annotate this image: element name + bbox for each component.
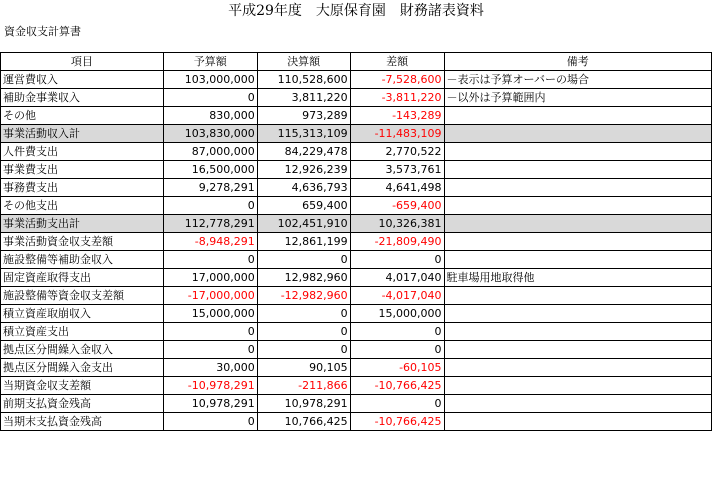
difference-cell: -60,105: [350, 359, 444, 377]
row-label: 人件費支出: [1, 143, 164, 161]
table-row: [1, 341, 712, 359]
budget-cell: 16,500,000: [163, 161, 257, 179]
row-label: 当期末支払資金残高: [1, 413, 164, 431]
row-label: 当期資金収支差額: [1, 377, 164, 395]
remarks-cell: [444, 287, 711, 305]
actual-cell: 3,811,220: [257, 89, 350, 107]
remarks-cell: －表示は予算オーバーの場合: [444, 71, 711, 89]
table-row: [1, 305, 712, 323]
actual-cell: -211,866: [257, 377, 350, 395]
table-row: [1, 71, 712, 89]
difference-cell: 0: [350, 341, 444, 359]
budget-cell: 0: [163, 89, 257, 107]
actual-cell: 12,982,960: [257, 269, 350, 287]
difference-cell: 0: [350, 251, 444, 269]
row-label: 施設整備等補助金収入: [1, 251, 164, 269]
budget-cell: 87,000,000: [163, 143, 257, 161]
difference-cell: -10,766,425: [350, 413, 444, 431]
budget-cell: -17,000,000: [163, 287, 257, 305]
budget-cell: 15,000,000: [163, 305, 257, 323]
remarks-cell: 駐車場用地取得他: [444, 269, 711, 287]
row-label: 積立資産取崩収入: [1, 305, 164, 323]
remarks-cell: [444, 161, 711, 179]
actual-cell: 12,926,239: [257, 161, 350, 179]
table-row: [1, 125, 712, 143]
table-row: [1, 215, 712, 233]
difference-cell: -4,017,040: [350, 287, 444, 305]
actual-cell: 10,766,425: [257, 413, 350, 431]
remarks-cell: [444, 125, 711, 143]
section-title: 資金収支計算書: [4, 25, 81, 38]
difference-cell: 0: [350, 395, 444, 413]
remarks-cell: [444, 233, 711, 251]
row-label: 積立資産支出: [1, 323, 164, 341]
row-label: その他: [1, 107, 164, 125]
table-row: [1, 251, 712, 269]
actual-cell: 102,451,910: [257, 215, 350, 233]
row-label: 事業活動資金収支差額: [1, 233, 164, 251]
actual-cell: 973,289: [257, 107, 350, 125]
remarks-cell: [444, 341, 711, 359]
table-row: [1, 89, 712, 107]
row-label: 事業活動収入計: [1, 125, 164, 143]
budget-cell: 103,830,000: [163, 125, 257, 143]
remarks-cell: [444, 251, 711, 269]
remarks-cell: [444, 305, 711, 323]
actual-cell: 0: [257, 323, 350, 341]
remarks-cell: [444, 215, 711, 233]
difference-cell: 2,770,522: [350, 143, 444, 161]
difference-cell: 3,573,761: [350, 161, 444, 179]
actual-cell: 115,313,109: [257, 125, 350, 143]
header-budget: 予算額: [163, 53, 257, 71]
difference-cell: -7,528,600: [350, 71, 444, 89]
header-actual: 決算額: [257, 53, 350, 71]
difference-cell: -3,811,220: [350, 89, 444, 107]
report-title: 平成29年度 大原保育園 財務諸表資料: [228, 3, 484, 19]
table-row: [1, 395, 712, 413]
actual-cell: 4,636,793: [257, 179, 350, 197]
difference-cell: -11,483,109: [350, 125, 444, 143]
row-label: 補助金事業収入: [1, 89, 164, 107]
table-row: [1, 179, 712, 197]
header-row: [1, 53, 712, 71]
difference-cell: -143,289: [350, 107, 444, 125]
budget-cell: 9,278,291: [163, 179, 257, 197]
row-label: 拠点区分間繰入金支出: [1, 359, 164, 377]
budget-cell: 830,000: [163, 107, 257, 125]
remarks-cell: [444, 107, 711, 125]
actual-cell: 0: [257, 341, 350, 359]
difference-cell: 0: [350, 323, 444, 341]
actual-cell: 90,105: [257, 359, 350, 377]
budget-cell: 0: [163, 413, 257, 431]
table-row: [1, 323, 712, 341]
budget-cell: 112,778,291: [163, 215, 257, 233]
budget-cell: 17,000,000: [163, 269, 257, 287]
actual-cell: 84,229,478: [257, 143, 350, 161]
remarks-cell: [444, 377, 711, 395]
actual-cell: 110,528,600: [257, 71, 350, 89]
table-row: [1, 269, 712, 287]
remarks-cell: [444, 143, 711, 161]
row-label: 拠点区分間繰入金収入: [1, 341, 164, 359]
table-row: [1, 359, 712, 377]
row-label: 前期支払資金残高: [1, 395, 164, 413]
table-row: [1, 107, 712, 125]
remarks-cell: [444, 323, 711, 341]
actual-cell: 0: [257, 305, 350, 323]
difference-cell: 4,641,498: [350, 179, 444, 197]
header-difference: 差額: [350, 53, 444, 71]
actual-cell: 12,861,199: [257, 233, 350, 251]
budget-cell: 0: [163, 323, 257, 341]
table-row: [1, 161, 712, 179]
row-label: 運営費収入: [1, 71, 164, 89]
row-label: その他支出: [1, 197, 164, 215]
row-label: 事務費支出: [1, 179, 164, 197]
budget-cell: 103,000,000: [163, 71, 257, 89]
table-row: [1, 413, 712, 431]
budget-cell: -10,978,291: [163, 377, 257, 395]
difference-cell: 4,017,040: [350, 269, 444, 287]
budget-cell: 0: [163, 251, 257, 269]
row-label: 事業費支出: [1, 161, 164, 179]
budget-cell: -8,948,291: [163, 233, 257, 251]
budget-cell: 10,978,291: [163, 395, 257, 413]
difference-cell: 15,000,000: [350, 305, 444, 323]
actual-cell: 10,978,291: [257, 395, 350, 413]
table-row: [1, 143, 712, 161]
header-item: 項目: [1, 53, 164, 71]
difference-cell: -10,766,425: [350, 377, 444, 395]
table-row: [1, 287, 712, 305]
budget-cell: 30,000: [163, 359, 257, 377]
actual-cell: -12,982,960: [257, 287, 350, 305]
remarks-cell: －以外は予算範囲内: [444, 89, 711, 107]
header-remarks: 備考: [444, 53, 711, 71]
difference-cell: -21,809,490: [350, 233, 444, 251]
actual-cell: 659,400: [257, 197, 350, 215]
budget-cell: 0: [163, 341, 257, 359]
difference-cell: -659,400: [350, 197, 444, 215]
remarks-cell: [444, 197, 711, 215]
actual-cell: 0: [257, 251, 350, 269]
remarks-cell: [444, 179, 711, 197]
difference-cell: 10,326,381: [350, 215, 444, 233]
table-row: [1, 233, 712, 251]
table-row: [1, 197, 712, 215]
table-row: [1, 377, 712, 395]
remarks-cell: [444, 359, 711, 377]
remarks-cell: [444, 395, 711, 413]
row-label: 固定資産取得支出: [1, 269, 164, 287]
cash-flow-table: [0, 52, 712, 431]
budget-cell: 0: [163, 197, 257, 215]
row-label: 事業活動支出計: [1, 215, 164, 233]
row-label: 施設整備等資金収支差額: [1, 287, 164, 305]
remarks-cell: [444, 413, 711, 431]
